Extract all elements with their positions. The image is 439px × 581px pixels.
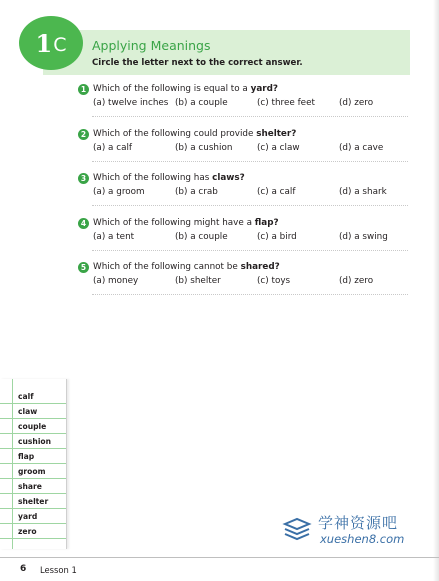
question-divider [92,205,408,206]
choice-d[interactable]: (d) a swing [339,232,388,242]
question-prefix: Which of the following has [93,173,213,183]
question-prefix: Which of the following is equal to a [93,84,251,94]
book-stack-icon [282,515,312,545]
word-bank-item: shelter [0,494,66,509]
page-edge-shadow [433,0,439,581]
question-keyword: flap? [254,218,279,228]
question-divider [92,294,408,295]
question-text [93,173,245,183]
choice-c[interactable]: (c) a claw [257,143,300,153]
word-bank-item: flap [0,449,66,464]
question-2 [78,127,408,157]
answer-choices [78,98,408,112]
question-keyword: yard? [250,84,279,94]
choice-a[interactable]: (a) a calf [93,143,133,153]
section-instructions: Circle the letter next to the correct answer. [92,58,303,68]
question-1 [78,82,408,112]
page-number: 6 [20,564,27,574]
question-3 [78,171,408,201]
choice-b[interactable]: (b) a couple [175,232,228,242]
choice-b[interactable]: (b) a crab [175,187,218,197]
choice-c[interactable]: (c) toys [257,276,291,286]
choice-a[interactable]: (a) a tent [93,232,135,242]
word-bank [0,379,67,549]
choice-c[interactable]: (c) a bird [257,232,297,242]
question-4 [78,216,408,246]
answer-choices [78,276,408,290]
word-bank-item: share [0,479,66,494]
choice-c[interactable]: (c) a calf [257,187,296,197]
choice-a[interactable]: (a) a groom [93,187,145,197]
choice-d[interactable]: (d) zero [339,98,374,108]
choice-b[interactable]: (b) a cushion [175,143,233,153]
choice-b[interactable]: (b) a couple [175,98,228,108]
footer-rule [0,557,439,558]
question-number-badge: 3 [78,173,89,184]
word-bank-item: zero [0,524,66,539]
word-bank-item: groom [0,464,66,479]
section-badge [19,16,83,70]
word-bank-item: calf [0,389,66,404]
question-keyword: shared? [240,262,280,272]
question-keyword: claws? [212,173,245,183]
question-prefix: Which of the following might have a [93,218,255,228]
choice-a[interactable]: (a) money [93,276,139,286]
question-keyword: shelter? [256,129,297,139]
watermark-chinese-text: 学神资源吧 [318,514,399,532]
question-5 [78,260,408,290]
choice-c[interactable]: (c) three feet [257,98,315,108]
badge-number: 1 [35,28,53,58]
question-number-badge: 4 [78,218,89,229]
question-divider [92,116,408,117]
word-bank-item: claw [0,404,66,419]
answer-choices [78,187,408,201]
question-prefix: Which of the following could provide [93,129,257,139]
question-number-badge: 5 [78,262,89,273]
answer-choices [78,143,408,157]
word-bank-item: couple [0,419,66,434]
question-text [93,129,296,139]
word-bank-item: cushion [0,434,66,449]
answer-choices [78,232,408,246]
choice-b[interactable]: (b) shelter [175,276,221,286]
section-title: Applying Meanings [92,38,211,53]
choice-d[interactable]: (d) a cave [339,143,384,153]
choice-d[interactable]: (d) zero [339,276,374,286]
question-number-badge: 1 [78,84,89,95]
question-text [93,218,279,228]
choice-d[interactable]: (d) a shark [339,187,387,197]
question-text [93,262,280,272]
watermark-url: xueshen8.com [320,532,405,546]
lesson-label: Lesson 1 [40,565,77,575]
question-divider [92,250,408,251]
question-prefix: Which of the following cannot be [93,262,241,272]
question-divider [92,161,408,162]
choice-a[interactable]: (a) twelve inches [93,98,169,108]
word-bank-item: yard [0,509,66,524]
question-text [93,84,278,94]
badge-letter: C [53,33,67,56]
question-number-badge: 2 [78,129,89,140]
